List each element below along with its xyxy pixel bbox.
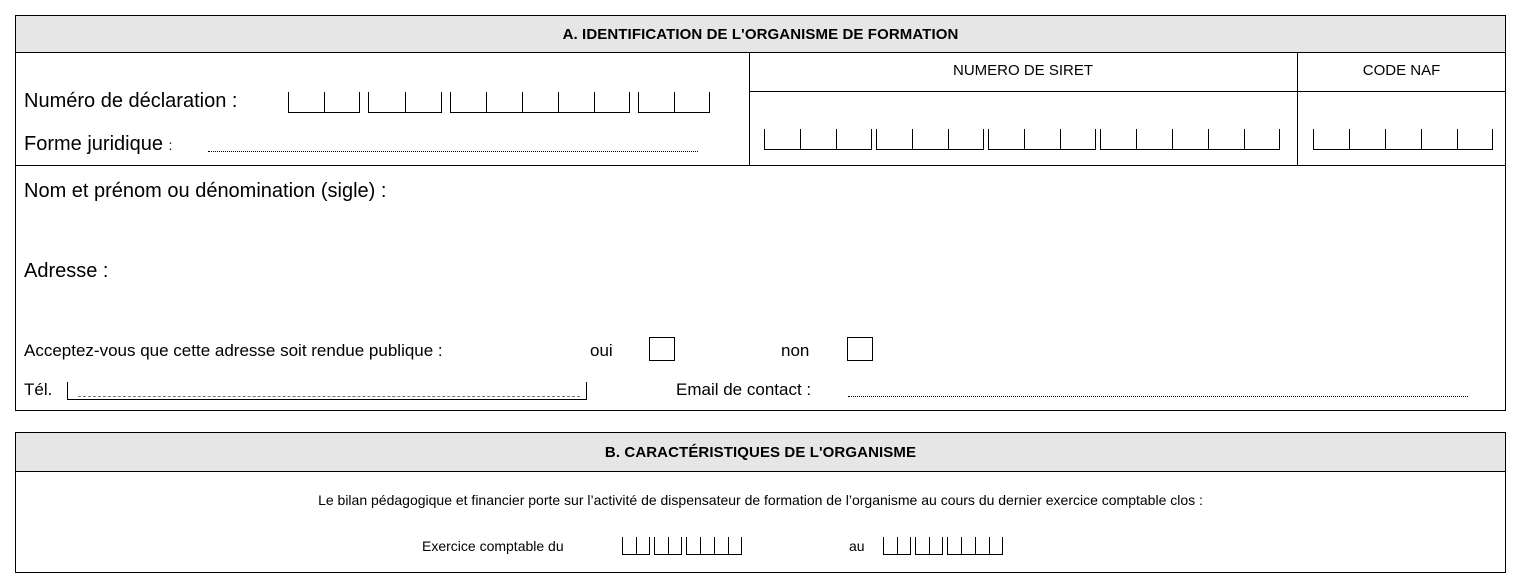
adresse-publique-label: Acceptez-vous que cette adresse soit rendue publique :: [24, 341, 443, 360]
exercice-label: Exercice comptable du: [422, 538, 564, 554]
exercice-end-date-field[interactable]: [883, 537, 1003, 555]
comb-cell[interactable]: [594, 92, 630, 112]
comb-cell[interactable]: [989, 537, 1003, 554]
comb-group: [883, 537, 911, 555]
comb-cell[interactable]: [558, 92, 594, 112]
comb-cell[interactable]: [522, 92, 558, 112]
comb-cell[interactable]: [636, 537, 650, 554]
comb-group: [450, 92, 630, 113]
comb-cell[interactable]: [800, 129, 836, 149]
comb-group: [288, 92, 360, 113]
comb-cell[interactable]: [686, 537, 700, 554]
comb-cell[interactable]: [961, 537, 975, 554]
comb-cell[interactable]: [728, 537, 742, 554]
comb-group: [876, 129, 984, 150]
comb-cell[interactable]: [1208, 129, 1244, 149]
tel-field-guide: [78, 396, 580, 397]
nom-label: Nom et prénom ou dénomination (sigle) :: [24, 180, 387, 202]
siret-field[interactable]: [764, 129, 1280, 150]
comb-group: [915, 537, 943, 555]
comb-cell[interactable]: [368, 92, 405, 112]
comb-cell[interactable]: [654, 537, 668, 554]
section-b-title: B. CARACTÉRISTIQUES DE L'ORGANISME: [16, 433, 1505, 471]
comb-cell[interactable]: [947, 537, 961, 554]
exercice-start-date-field[interactable]: [622, 537, 742, 555]
declaration-label: Numéro de déclaration :: [24, 90, 238, 112]
comb-cell[interactable]: [988, 129, 1024, 149]
forme-juridique-field[interactable]: [208, 151, 698, 152]
comb-cell[interactable]: [288, 92, 324, 112]
comb-group: [1100, 129, 1280, 150]
comb-group: [1313, 129, 1493, 150]
comb-group: [947, 537, 1003, 555]
non-label: non: [781, 341, 810, 360]
comb-cell[interactable]: [1457, 129, 1493, 149]
siret-header: NUMERO DE SIRET: [952, 62, 1093, 79]
comb-cell[interactable]: [1313, 129, 1349, 149]
comb-group: [638, 92, 710, 113]
comb-cell[interactable]: [1060, 129, 1096, 149]
comb-cell[interactable]: [915, 537, 929, 554]
declaration-number-field[interactable]: [288, 92, 710, 113]
comb-cell[interactable]: [836, 129, 872, 149]
comb-cell[interactable]: [486, 92, 522, 112]
comb-group: [686, 537, 742, 555]
tel-field[interactable]: [67, 382, 587, 400]
comb-cell[interactable]: [405, 92, 442, 112]
siret-header-rule: [749, 91, 1506, 92]
email-field[interactable]: [848, 396, 1468, 397]
comb-cell[interactable]: [450, 92, 486, 112]
comb-cell[interactable]: [1421, 129, 1457, 149]
section-a-title: A. IDENTIFICATION DE L'ORGANISME DE FORMATION: [16, 16, 1505, 52]
code-naf-field[interactable]: [1313, 129, 1493, 150]
comb-cell[interactable]: [1100, 129, 1136, 149]
au-label: au: [849, 538, 865, 554]
comb-cell[interactable]: [324, 92, 360, 112]
comb-cell[interactable]: [674, 92, 710, 112]
section-a-header-rule: [15, 52, 1506, 53]
comb-cell[interactable]: [1024, 129, 1060, 149]
comb-cell[interactable]: [912, 129, 948, 149]
comb-cell[interactable]: [929, 537, 943, 554]
comb-cell[interactable]: [975, 537, 989, 554]
adresse-label: Adresse :: [24, 260, 109, 282]
forme-juridique-colon: :: [168, 137, 173, 153]
section-b-header-rule: [15, 471, 1506, 472]
oui-checkbox[interactable]: [649, 337, 675, 361]
comb-cell[interactable]: [897, 537, 911, 554]
comb-cell[interactable]: [714, 537, 728, 554]
comb-cell[interactable]: [1172, 129, 1208, 149]
comb-cell[interactable]: [1349, 129, 1385, 149]
oui-label: oui: [590, 341, 613, 360]
comb-group: [368, 92, 442, 113]
comb-group: [764, 129, 872, 150]
forme-juridique-label: [24, 133, 172, 156]
comb-group: [654, 537, 682, 555]
tel-label: Tél.: [24, 380, 53, 399]
comb-cell[interactable]: [1385, 129, 1421, 149]
comb-cell[interactable]: [668, 537, 682, 554]
comb-group: [988, 129, 1096, 150]
naf-header: CODE NAF: [1362, 62, 1441, 79]
comb-cell[interactable]: [1244, 129, 1280, 149]
comb-cell[interactable]: [622, 537, 636, 554]
comb-cell[interactable]: [764, 129, 800, 149]
identification-row-rule: [15, 165, 1506, 166]
comb-cell[interactable]: [1136, 129, 1172, 149]
comb-cell[interactable]: [883, 537, 897, 554]
bilan-text: Le bilan pédagogique et financier porte sur l’activité de dispensateur de formation de l’organisme au cours du dernier exercice comptable clos :: [318, 492, 1203, 508]
forme-juridique-text: Forme juridique: [24, 133, 163, 155]
comb-cell[interactable]: [876, 129, 912, 149]
comb-cell[interactable]: [948, 129, 984, 149]
non-checkbox[interactable]: [847, 337, 873, 361]
email-label: Email de contact :: [676, 380, 812, 399]
comb-cell[interactable]: [700, 537, 714, 554]
comb-group: [622, 537, 650, 555]
comb-cell[interactable]: [638, 92, 674, 112]
